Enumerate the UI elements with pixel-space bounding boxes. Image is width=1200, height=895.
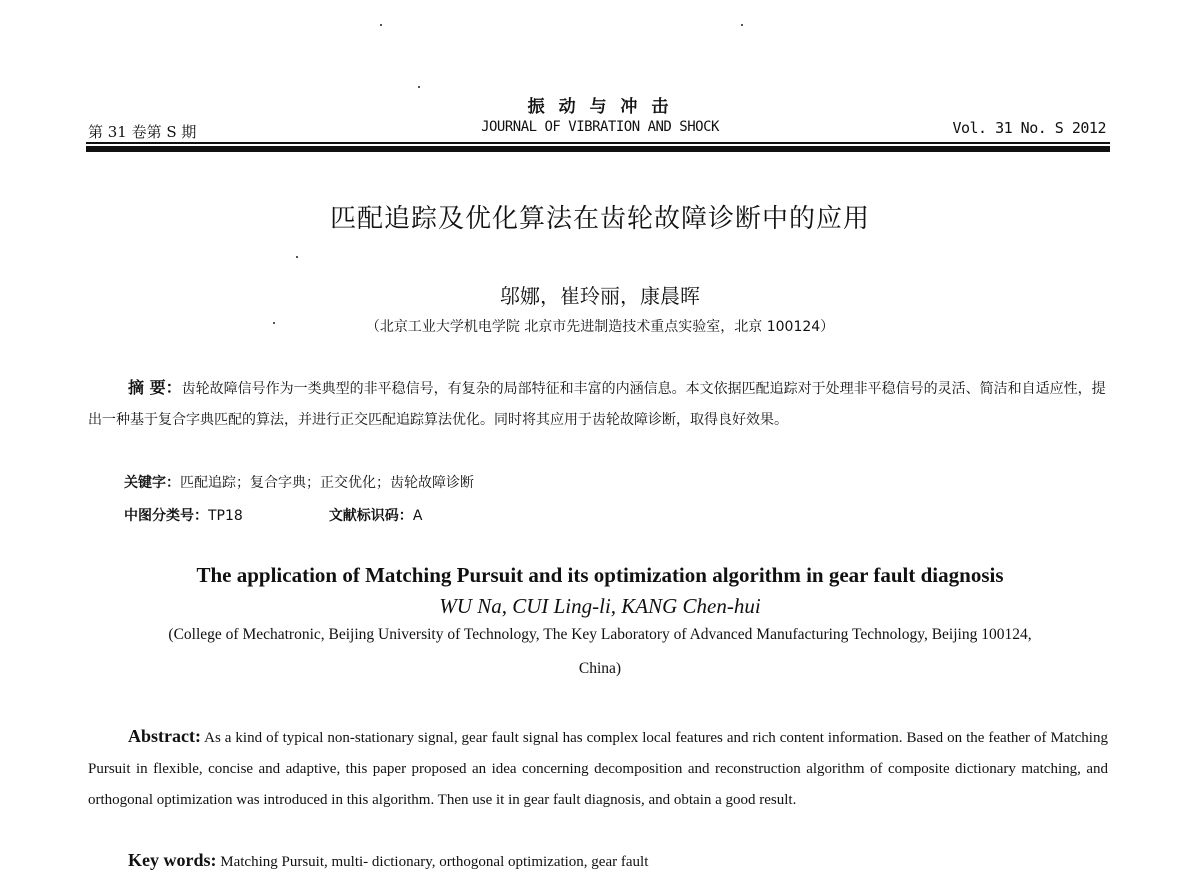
keywords-cn — [124, 472, 474, 492]
abstract-en — [88, 721, 1108, 816]
keywords-en — [128, 850, 648, 871]
scan-speck — [273, 322, 275, 324]
classification-line — [124, 505, 422, 525]
keywords-label-en: Key words: — [128, 850, 217, 870]
header-rule-thick — [86, 146, 1110, 152]
keywords-text-cn: 匹配追踪；复合字典；正交优化；齿轮故障诊断 — [180, 475, 474, 491]
paper-title-en: The application of Matching Pursuit and its optimization algorithm in gear fault diagnosis — [196, 563, 1004, 587]
authors-en: WU Na, CUI Ling-li, KANG Chen-hui — [439, 594, 761, 618]
keywords-text-en: Matching Pursuit, multi- dictionary, orthogonal optimization, gear fault — [220, 854, 649, 870]
affiliation-en-line1: (College of Mechatronic, Beijing University of Technology, The Key Laboratory of Advanced Manufacturing Technology, Beijing 100124, — [168, 626, 1032, 643]
abstract-label-cn: 摘 要： — [128, 378, 182, 397]
journal-name-en: JOURNAL OF VIBRATION AND SHOCK — [481, 119, 719, 135]
affiliation-cn: （北京工业大学机电学院 北京市先进制造技术重点实验室，北京 100124） — [365, 319, 835, 335]
volume-info: Vol. 31 No. S 2012 — [952, 119, 1106, 137]
affiliation-en-line2: China) — [578, 660, 622, 677]
class-value: TP18 — [208, 508, 243, 524]
scan-speck — [741, 24, 743, 26]
scan-speck — [296, 256, 298, 258]
paper-title-cn: 匹配追踪及优化算法在齿轮故障诊断中的应用 — [329, 204, 870, 234]
abstract-text-en: As a kind of typical non-stationary signal, gear fault signal has complex local features and rich content information. Based on the feather of Matching Pursuit in flexible, concise and adaptive, this paper proposed an idea concerning decomposition and reconstruction algorithm of composite dictionary matching, and orthogonal optimization was introduced in this algorithm. Then use it in gear fault diagnosis, and obtain a good result. — [88, 730, 1108, 808]
class-label: 中图分类号： — [124, 508, 208, 524]
scan-speck — [418, 86, 420, 88]
scan-speck — [380, 24, 382, 26]
doc-code-value: A — [412, 508, 423, 524]
issue-number: 第 31 卷第 S 期 — [88, 123, 197, 141]
keywords-label-cn: 关键字： — [124, 475, 180, 491]
doc-code-label: 文献标识码： — [328, 508, 413, 524]
journal-name-cn: 振 动 与 冲 击 — [527, 97, 673, 117]
abstract-text-cn: 齿轮故障信号作为一类典型的非平稳信号，有复杂的局部特征和丰富的内涵信息。本文依据匹配追踪对于处理非平稳信号的灵活、简洁和自适应性，提出一种基于复合字典匹配的算法，并进行正交匹配追踪算法优化。同时将其应用于齿轮故障诊断，取得良好效果。 — [88, 381, 1106, 428]
authors-cn: 邬娜，崔玲丽，康晨晖 — [500, 284, 700, 308]
abstract-label-en: Abstract: — [128, 726, 201, 746]
header-rule-thin — [86, 142, 1110, 144]
abstract-cn — [88, 372, 1108, 436]
